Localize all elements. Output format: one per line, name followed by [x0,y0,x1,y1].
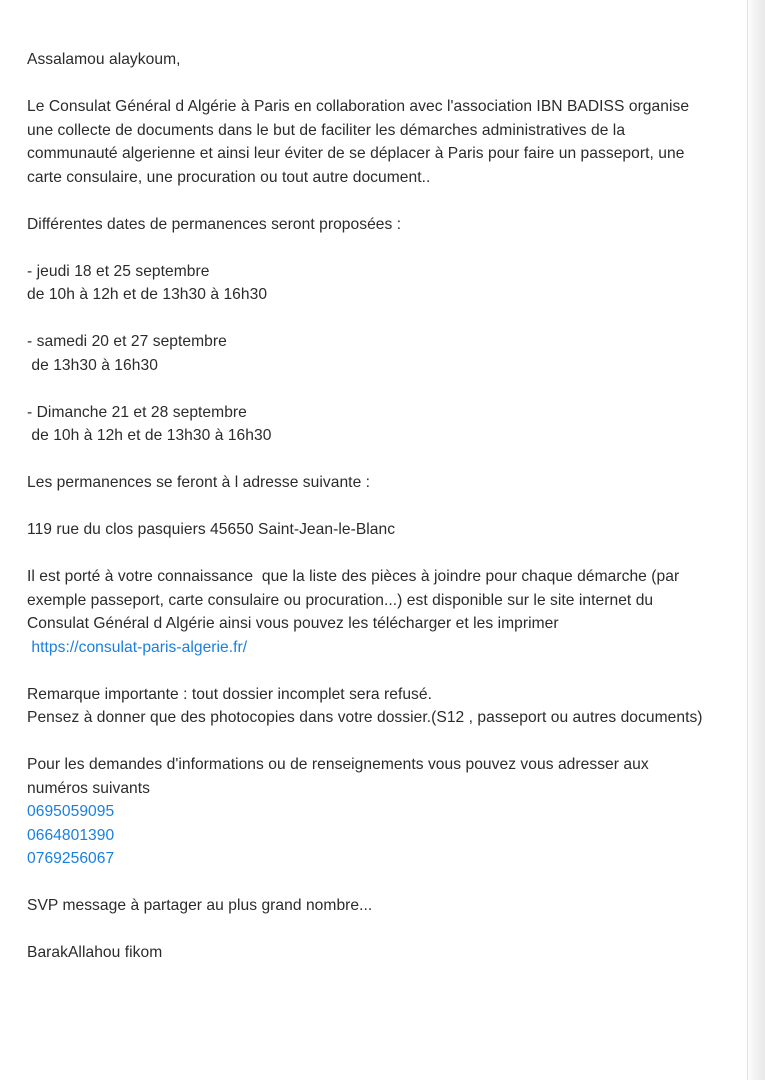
documents-info-line-3: Consulat Général d Algérie ainsi vous pouvez les télécharger et les imprimer [27,615,559,632]
paragraph-gap [27,542,739,566]
message-body [27,48,739,965]
contact-intro-line-1: Pour les demandes d'informations ou de renseignements vous pouvez vous adresser aux [27,756,649,773]
documents-info-line-2: exemple passeport, carte consulaire ou procuration...) est disponible sur le site internet du [27,591,654,609]
address-text: 119 rue du clos pasquiers 45650 Saint-Jean-le-Blanc [27,521,396,538]
website-link[interactable]: https://consulat-paris-algerie.fr/ [31,638,248,656]
intro-line-3: communauté algerienne et ainsi leur éviter de se déplacer à Paris pour faire un passeport, une [27,145,685,162]
paragraph-gap [27,918,739,942]
phone-link-1[interactable]: 0695059095 [27,803,115,820]
page-edge-shadow [747,0,765,1080]
schedule-days-3: - Dimanche 21 et 28 septembre [27,403,247,421]
paragraph-gap [27,495,739,519]
address-heading: Les permanences se feront à l adresse suivante : [27,474,371,491]
remark-text: Remarque importante : tout dossier incomplet sera refusé. [27,685,433,703]
paragraph-gap [27,448,739,472]
schedule-hours-1: de 10h à 12h et de 13h30 à 16h30 [27,286,268,303]
schedule-hours-3: de 10h à 12h et de 13h30 à 16h30 [27,427,272,444]
intro-line-4: carte consulaire, une procuration ou tout autre document.. [27,168,431,186]
paragraph-gap [27,307,739,331]
schedule-hours-2: de 13h30 à 16h30 [27,356,158,374]
phone-link-line [27,847,739,871]
paragraph-gap [27,189,739,213]
phone-link-2[interactable]: 0664801390 [27,826,115,844]
schedule-days-1: - jeudi 18 et 25 septembre [27,262,210,280]
intro-line-2: une collecte de documents dans le but de faciliter les démarches administratives de la [27,121,626,139]
phone-link-3[interactable]: 0769256067 [27,850,115,867]
paragraph-gap [27,377,739,401]
contact-intro-line-2: numéros suivants [27,779,151,797]
schedule-days-2: - samedi 20 et 27 septembre [27,333,227,350]
closing-text: BarakAllahou fikom [27,944,163,961]
dates-heading: Différentes dates de permanences seront proposées : [27,215,402,233]
photocopies-note: Pensez à donner que des photocopies dans votre dossier.(S12 , passeport ou autres documents) [27,709,703,726]
paragraph-gap [27,730,739,754]
intro-line-1: Le Consulat Général d Algérie à Paris en collaboration avec l'association IBN BADISS organise [27,98,690,115]
share-request-text: SVP message à partager au plus grand nombre... [27,897,373,914]
page-edge-divider [747,0,748,1080]
greeting-text: Assalamou alaykoum, [27,51,181,68]
phone-link-line [27,824,739,848]
paragraph-gap [27,659,739,683]
documents-info-line-1: Il est porté à votre connaissance que la liste des pièces à joindre pour chaque démarche (par [27,568,680,585]
paragraph-gap [27,72,739,96]
phone-link-line [27,800,739,824]
paragraph-gap [27,236,739,260]
paragraph-gap [27,871,739,895]
website-link-line [27,636,739,660]
